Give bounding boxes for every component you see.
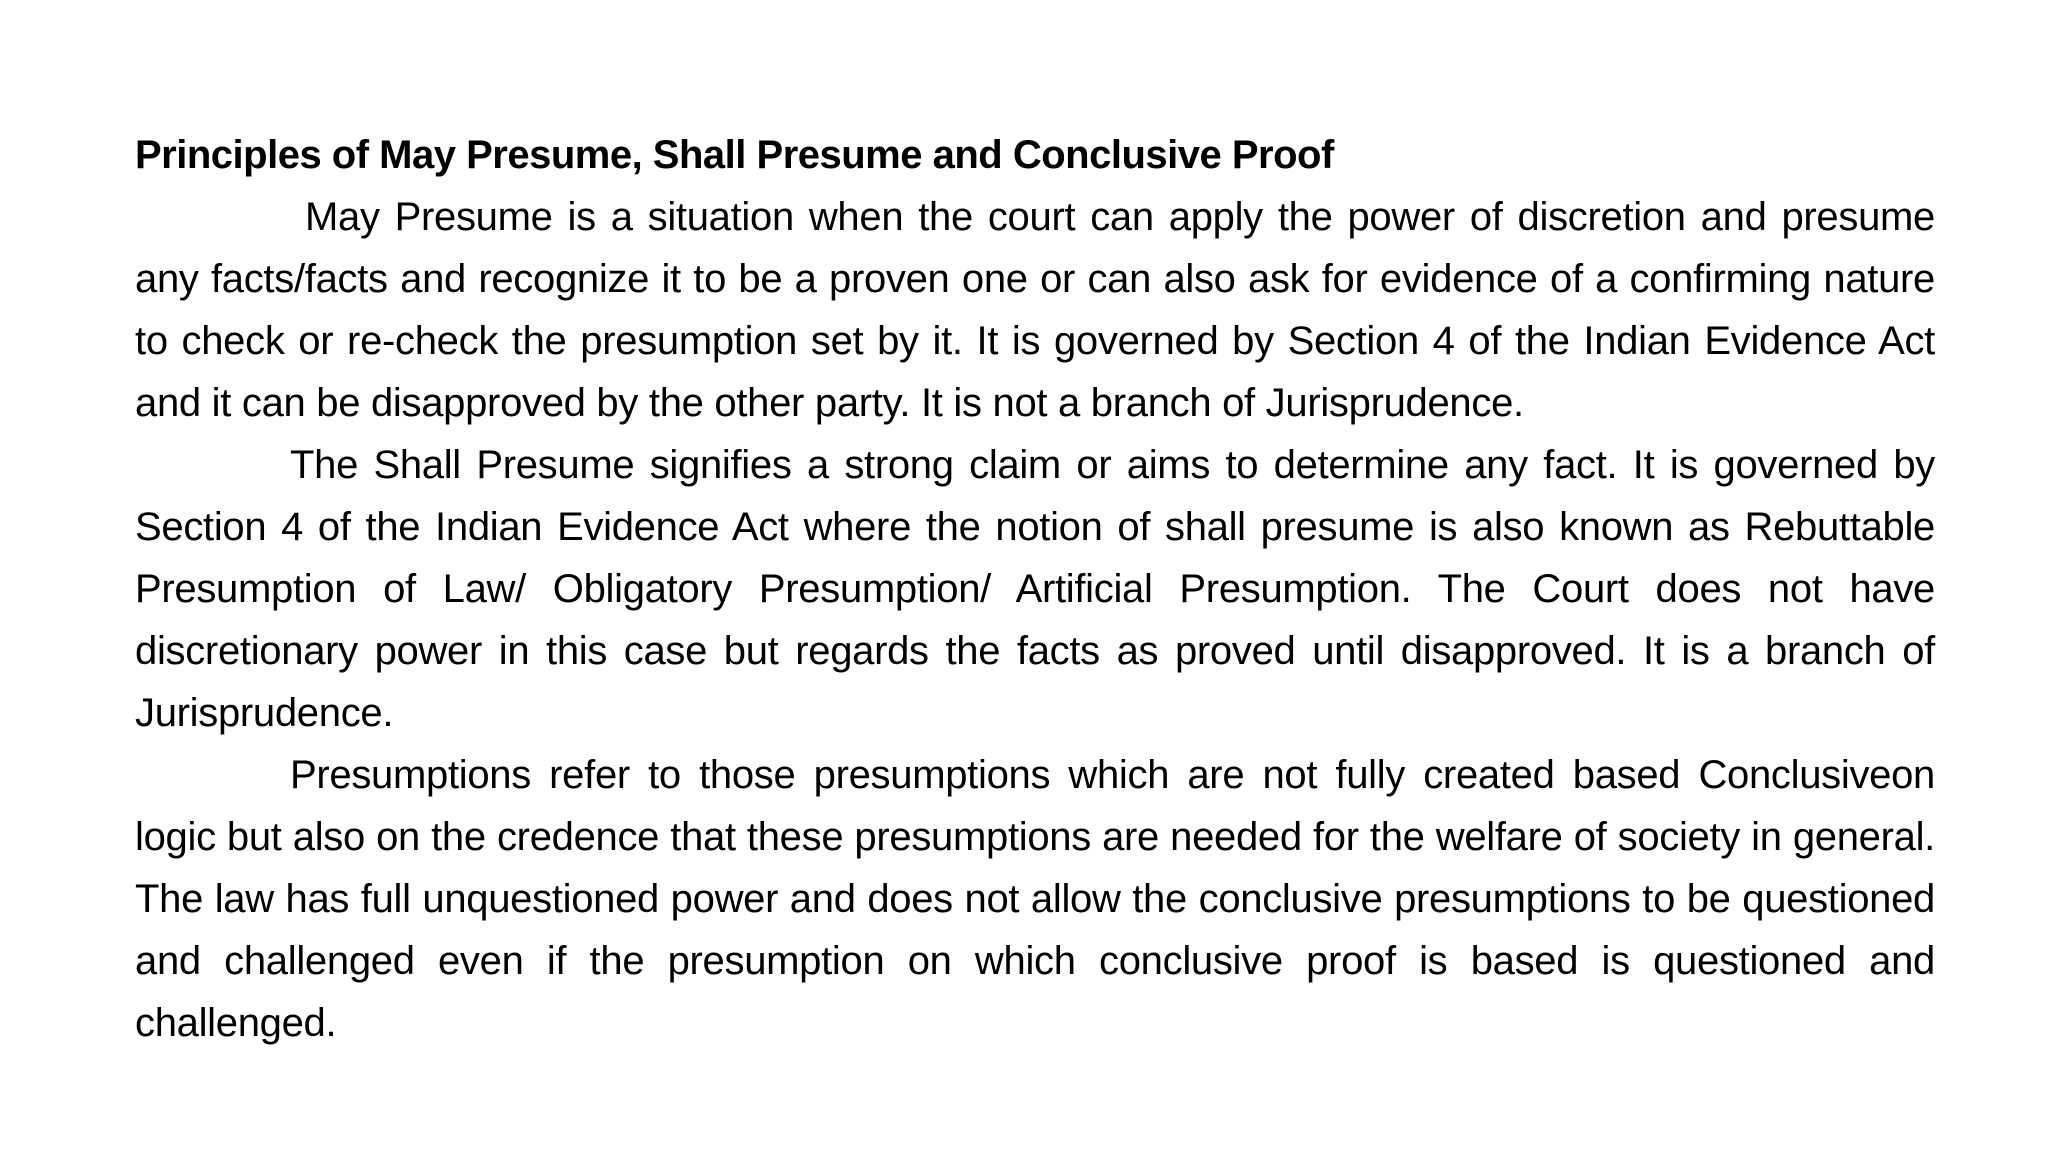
paragraph-may-presume: May Presume is a situation when the court can apply the power of discretion and presume any facts/facts and recognize it to be a proven one or can also ask for evidence of a confirming nature to check or re-check the presumption set by it. It is governed by Section 4 of the Indian Evidence Act and it can be disapproved by the other party. It is not a branch of Jurisprudence. — [135, 195, 1935, 425]
slide-title: Principles of May Presume, Shall Presume and Conclusive Proof — [135, 133, 1334, 177]
slide-text-body — [135, 124, 1935, 1054]
paragraph-conclusive-proof: Presumptions refer to those presumptions which are not fully created based Conclusiveon logic but also on the credence that these presumptions are needed for the welfare of society in general. The law has full unquestioned power and does not allow the conclusive presumptions to be questioned and challenged even if the presumption on which conclusive proof is based is questioned and challenged. — [135, 753, 1935, 1045]
paragraph-shall-presume: The Shall Presume signifies a strong claim or aims to determine any fact. It is governed by Section 4 of the Indian Evidence Act where the notion of shall presume is also known as Rebuttable Presumption of Law/ Obligatory Presumption/ Artificial Presumption. The Court does not have discretionary power in this case but regards the facts as proved until disapproved. It is a branch of Jurisprudence. — [135, 443, 1935, 735]
